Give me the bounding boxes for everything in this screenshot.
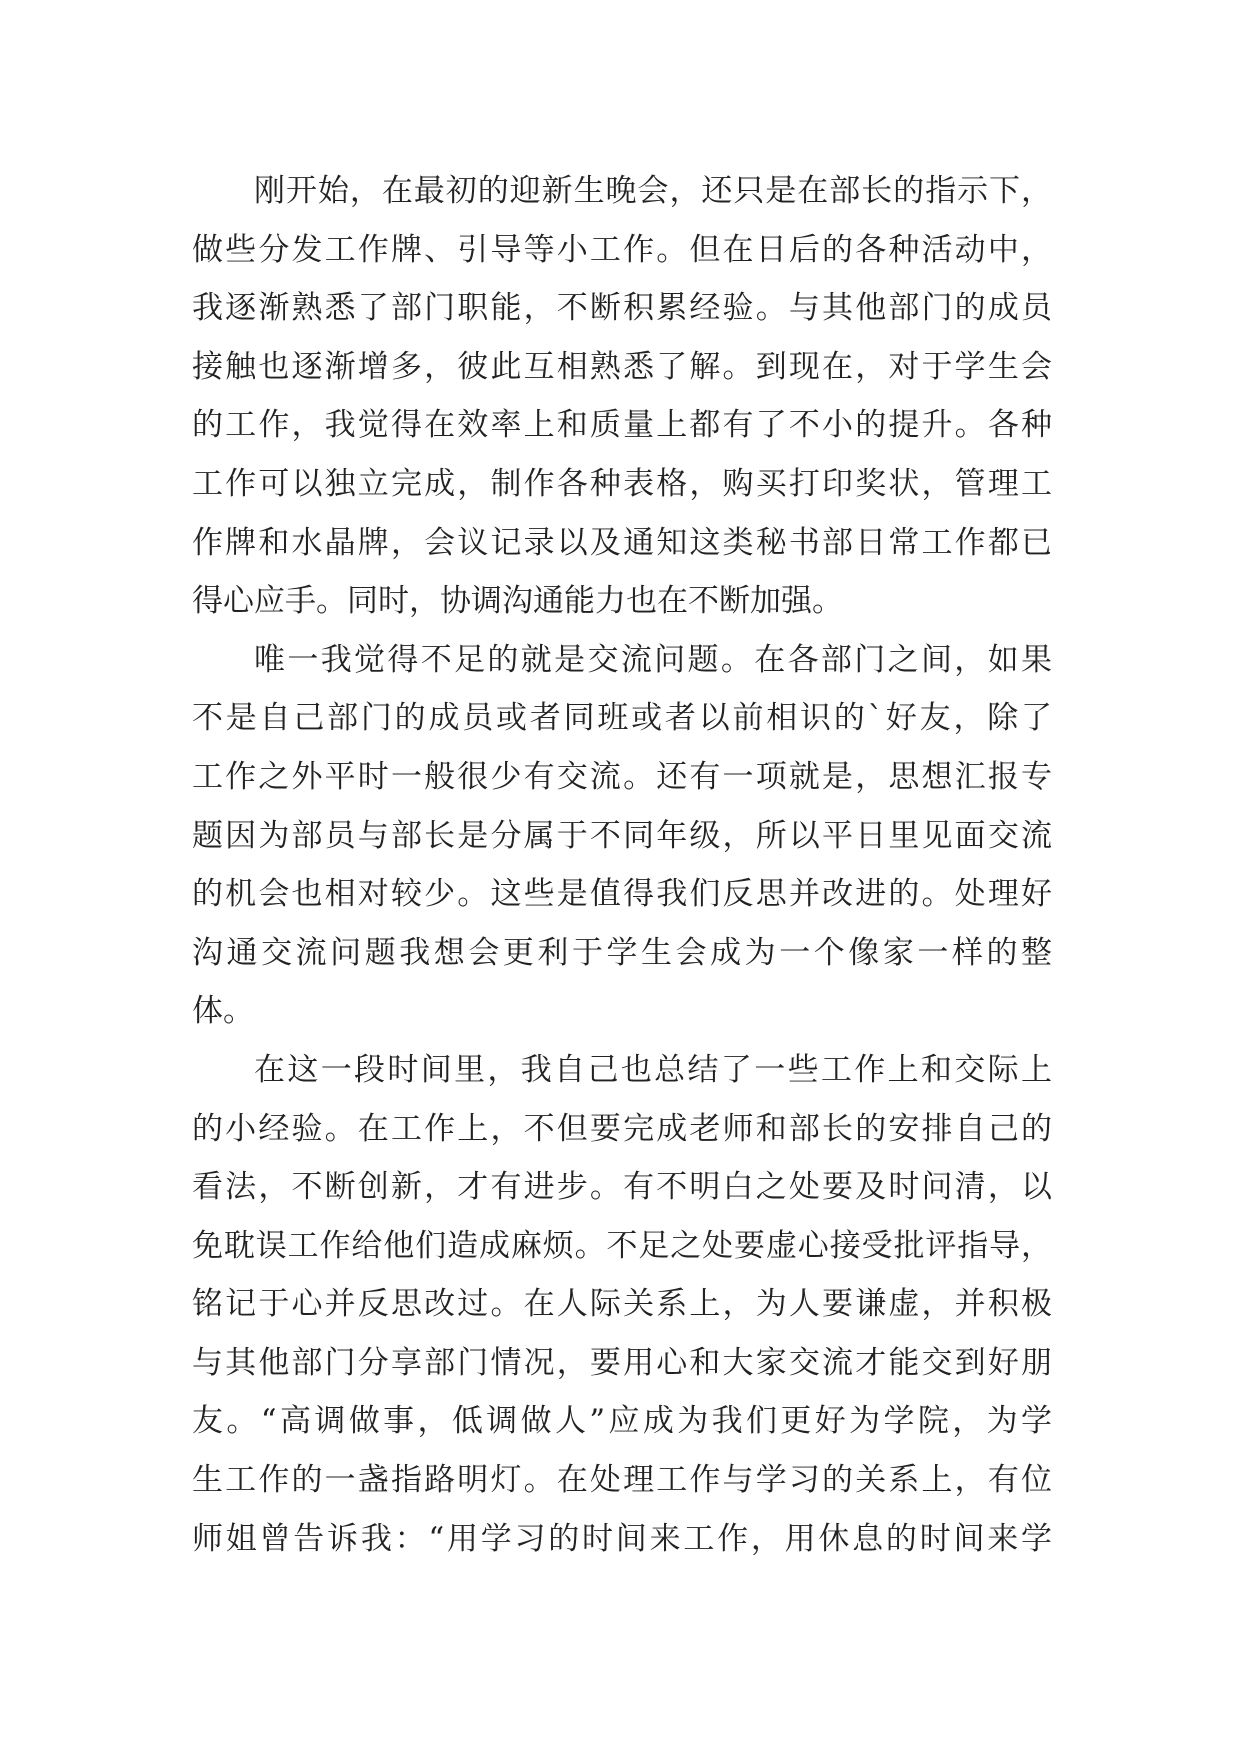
document-body: [192, 162, 1052, 1568]
text-line: 师姐曾告诉我：“用学习的时间来工作，用休息的时间来学: [192, 1520, 1052, 1557]
text-line: 做些分发工作牌、引导等小工作。但在日后的各种活动中，: [192, 231, 1052, 268]
text-line: 接触也逐渐增多，彼此互相熟悉了解。到现在，对于学生会: [192, 348, 1052, 385]
text-line: 我逐渐熟悉了部门职能，不断积累经验。与其他部门的成员: [192, 290, 1052, 327]
text-line: 的小经验。在工作上，不但要完成老师和部长的安排自己的: [192, 1110, 1052, 1147]
text-line: 作牌和水晶牌，会议记录以及通知这类秘书部日常工作都已: [192, 524, 1052, 561]
paragraph-1: [192, 162, 1052, 631]
text-line: 工作之外平时一般很少有交流。还有一项就是，思想汇报专: [192, 758, 1052, 795]
text-line: 沟通交流问题我想会更利于学生会成为一个像家一样的整: [192, 934, 1052, 971]
text-line: 铭记于心并反思改过。在人际关系上，为人要谦虚，并积极: [192, 1286, 1052, 1323]
text-line: 友。“高调做事，低调做人”应成为我们更好为学院，为学: [192, 1403, 1052, 1440]
text-line: 不是自己部门的成员或者同班或者以前相识的`好友，除了: [192, 700, 1052, 737]
text-line: 体。: [192, 993, 254, 1030]
text-line: 题因为部员与部长是分属于不同年级，所以平日里见面交流: [192, 817, 1052, 854]
text-line: 与其他部门分享部门情况，要用心和大家交流才能交到好朋: [192, 1344, 1052, 1381]
text-line: 生工作的一盏指路明灯。在处理工作与学习的关系上，有位: [192, 1462, 1052, 1499]
paragraph-2: [192, 631, 1052, 1041]
paragraph-3: [192, 1041, 1052, 1568]
text-line: 唯一我觉得不足的就是交流问题。在各部门之间，如果: [254, 641, 1052, 678]
text-line: 在这一段时间里，我自己也总结了一些工作上和交际上: [254, 1051, 1052, 1088]
text-line: 得心应手。同时，协调沟通能力也在不断加强。: [192, 583, 843, 620]
text-line: 的机会也相对较少。这些是值得我们反思并改进的。处理好: [192, 876, 1052, 913]
text-line: 免耽误工作给他们造成麻烦。不足之处要虚心接受批评指导，: [192, 1227, 1052, 1264]
text-line: 的工作，我觉得在效率上和质量上都有了不小的提升。各种: [192, 407, 1052, 444]
text-line: 刚开始，在最初的迎新生晚会，还只是在部长的指示下，: [254, 173, 1052, 209]
text-line: 工作可以独立完成，制作各种表格，购买打印奖状，管理工: [192, 465, 1052, 502]
text-line: 看法，不断创新，才有进步。有不明白之处要及时问清，以: [192, 1169, 1052, 1206]
